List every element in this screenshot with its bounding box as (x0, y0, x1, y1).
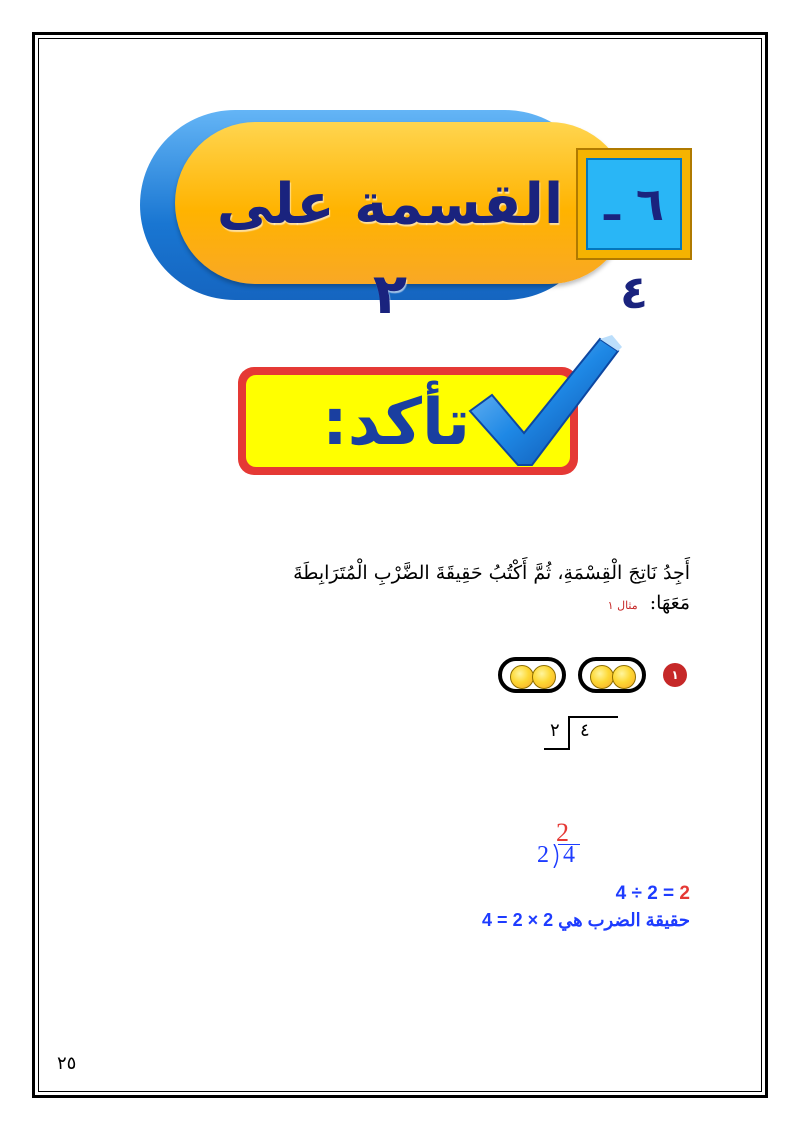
lesson-title: القسمة على ٢ (216, 172, 564, 327)
counter-group-2 (498, 657, 566, 693)
answer-division-bracket (552, 844, 562, 868)
answer-line (544, 748, 570, 750)
answer-dividend: 4 (563, 842, 575, 868)
counter (532, 665, 556, 689)
division-top-line (570, 716, 618, 718)
counter (590, 665, 614, 689)
instruction-main: أَجِدُ نَاتِجَ الْقِسْمَةِ، ثُمَّ أَكْتُبُ حَقِيقَةَ الضَّرْبِ الْمُتَرَابِطَةَ مَعَهَا: (293, 562, 690, 614)
counter (510, 665, 534, 689)
instruction-text (250, 558, 690, 621)
dividend: ٤ (580, 720, 590, 741)
lesson-number-box (576, 148, 692, 319)
division-result: 2 (679, 883, 690, 904)
page-number: ٢٥ (57, 1053, 77, 1074)
lesson-number: ٦ ـ ٤ (586, 158, 682, 250)
answer-quotient: 2 (556, 818, 569, 847)
division-left: 4 ÷ 2 = (615, 883, 680, 904)
long-division-blank (540, 712, 620, 752)
confirm-label: تأكد: (322, 386, 470, 460)
counter (612, 665, 636, 689)
division-equation (560, 883, 690, 905)
checkmark-icon (462, 333, 622, 473)
divisor: ٢ (550, 720, 560, 741)
example-reference: مثال ١ (607, 599, 638, 612)
exercise-number-badge: ١ (663, 663, 687, 687)
answer-divisor: 2 (537, 842, 549, 868)
division-bracket (568, 716, 570, 748)
multiplication-fact: حقيقة الضرب هي 2 × 2 = 4 (482, 910, 690, 930)
counter-group-1 (578, 657, 646, 693)
